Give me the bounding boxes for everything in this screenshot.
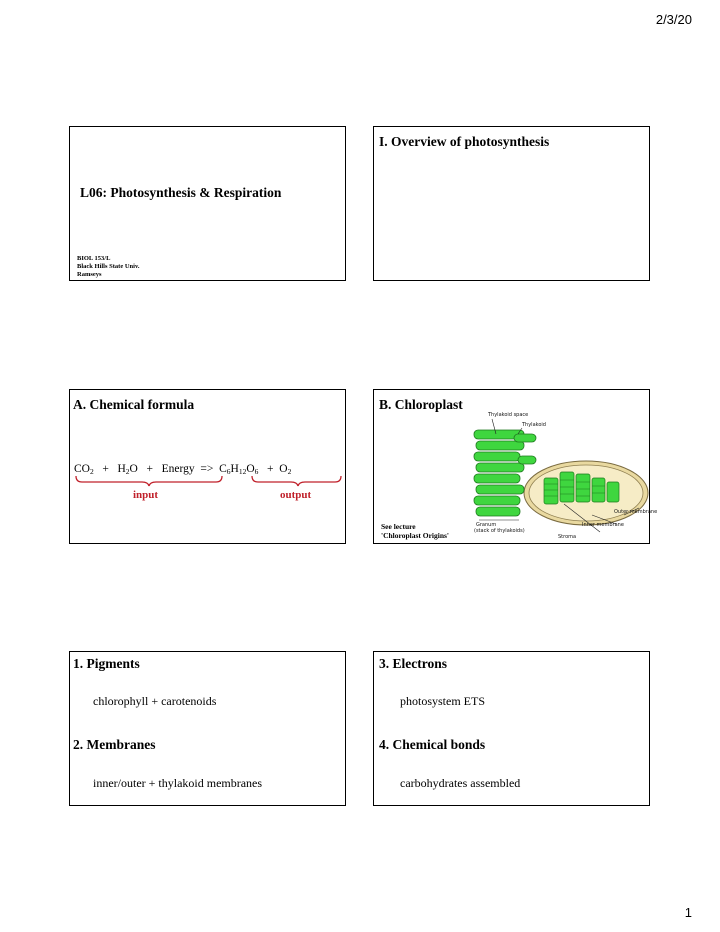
chloroplast-diagram [474,408,658,543]
page-number: 1 [684,905,692,920]
glucose: $C_6H_{12}O_6$ [219,463,259,476]
electrons-text: photosystem ETS [400,694,486,708]
label-thylakoid: Thylakoid [522,422,546,428]
label-outer-membrane: Outer membrane [614,509,658,515]
slide-pigments-membranes [69,651,346,806]
label-granum-note: (stack of thylakoids) [474,528,525,534]
label-inner-membrane: Inner membrane [582,522,624,528]
yields-arrow: => [200,463,214,475]
plus-sign: + [146,463,153,475]
label-thylakoid-space: Thylakoid space [488,412,529,418]
o2: $O_2$ [279,463,292,476]
author-name: Ramseys [77,271,102,278]
output-label: output [280,489,312,501]
photosynthesis-equation [74,463,291,476]
co2: $CO_2$ [74,463,94,476]
slide-overview [373,126,650,281]
see-lecture-note-title: 'Chloroplast Origins' [381,531,449,540]
overview-title: I. Overview of photosynthesis [379,134,550,149]
see-lecture-note: See lecture [381,522,416,531]
electrons-heading: 3. Electrons [379,656,447,671]
plus-sign: + [267,463,274,475]
plus-sign: + [102,463,109,475]
slide-electrons-bonds [373,651,650,806]
slide-title [69,126,346,281]
school-name: Black Hills State Univ. [77,263,140,270]
input-label: input [133,489,159,501]
pigments-text: chlorophyll + carotenoids [93,694,217,708]
label-granum: Granum [476,522,497,528]
pigments-heading: 1. Pigments [73,656,140,671]
energy: Energy [161,463,195,475]
label-stroma: Stroma [558,534,577,540]
chemical-bonds-text: carbohydrates assembled [400,776,521,790]
membranes-text: inner/outer + thylakoid membranes [93,776,263,790]
h2o: $H_2O$ [117,463,138,476]
formula-title: A. Chemical formula [73,397,195,412]
chloroplast-title: B. Chloroplast [379,397,463,412]
membranes-heading: 2. Membranes [73,737,156,752]
slide-chemical-formula [69,389,346,544]
slide-chloroplast [373,389,658,544]
course-code: BIOL 153/L [77,255,111,262]
chemical-bonds-heading: 4. Chemical bonds [379,737,486,752]
lecture-title: L06: Photosynthesis & Respiration [80,185,282,200]
page-date: 2/3/20 [655,12,692,27]
